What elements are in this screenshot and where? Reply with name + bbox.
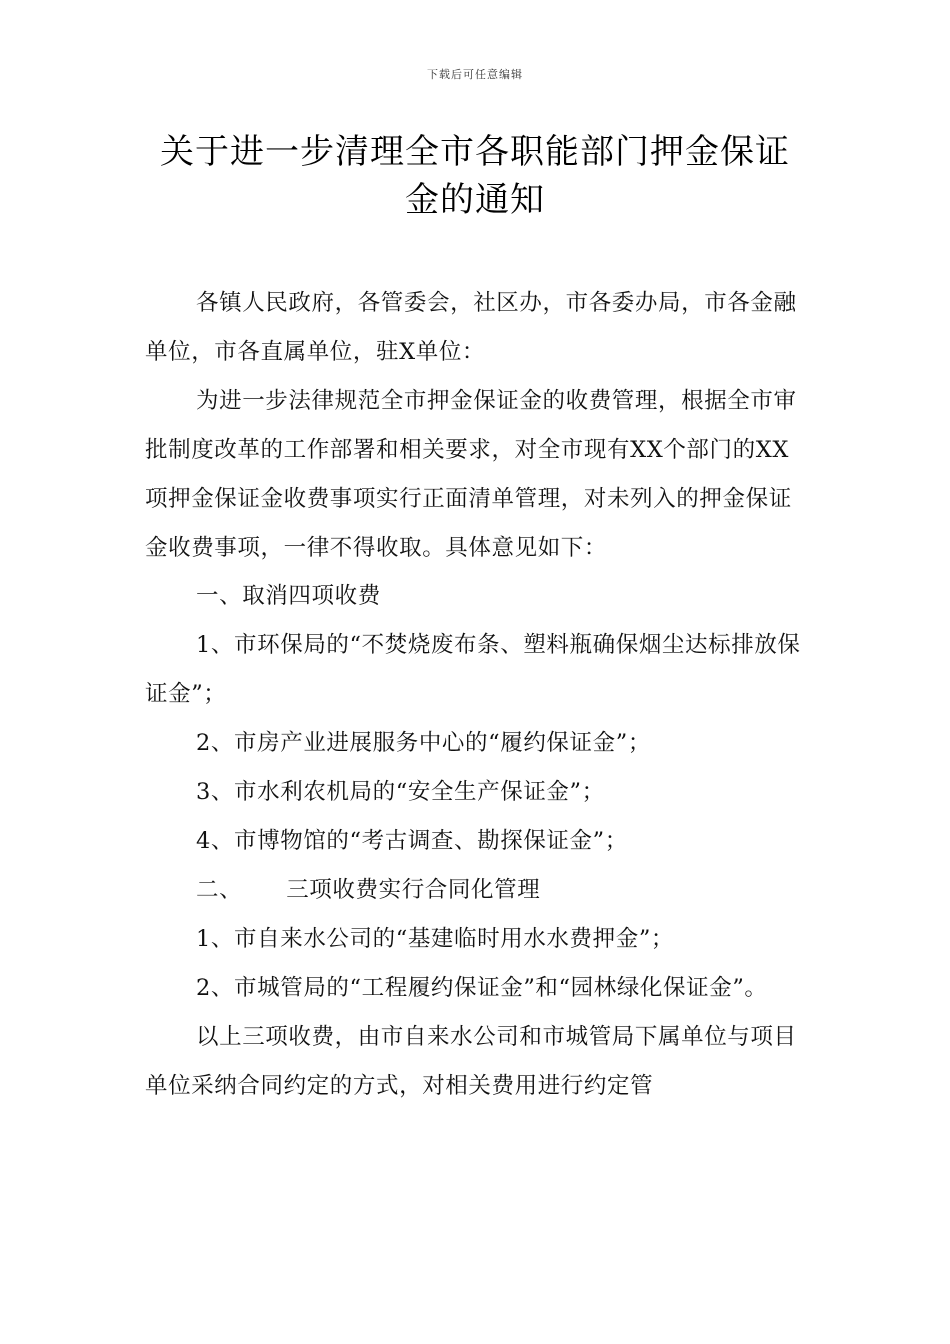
title-line-2: 金的通知 bbox=[405, 180, 545, 220]
section-2-item-1: 1、市自来水公司的“基建临时用水水费押金”； bbox=[196, 925, 675, 952]
section-1-item-2: 2、市房产业进展服务中心的“履约保证金”； bbox=[196, 730, 651, 757]
document-body bbox=[145, 279, 807, 1110]
section-1-heading: 一、取消四项收费 bbox=[196, 583, 381, 610]
section-2-heading-number: 二、 bbox=[196, 876, 243, 903]
section-1-item-3: 3、市水利农机局的“安全生产保证金”； bbox=[196, 779, 605, 806]
document-title bbox=[145, 128, 805, 224]
intro-paragraph: 为进一步法律规范全市押金保证金的收费管理，根据全市审批制度改革的工作部署和相关要求，对全市现有XX个部门的XX项押金保证金收费事项实行正面清单管理，对未列入的押金保证金收费事项，一律不得收取。具体意见如下： bbox=[145, 387, 797, 561]
salutation-paragraph: 各镇人民政府，各管委会，社区办，市各委办局，市各金融单位，市各直属单位，驻X单位： bbox=[145, 290, 797, 365]
section-2-heading-text: 三项收费实行合同化管理 bbox=[286, 876, 541, 903]
title-line-1: 关于进一步清理全市各职能部门押金保证 bbox=[160, 132, 790, 172]
section-2-heading bbox=[145, 866, 807, 915]
section-2-item-2: 2、市城管局的“工程履约保证金”和“园林绿化保证金”。 bbox=[196, 974, 768, 1001]
section-1-item-4: 4、市博物馆的“考古调查、勘探保证金”； bbox=[196, 827, 628, 854]
closing-paragraph: 以上三项收费，由市自来水公司和市城管局下属单位与项目单位采纳合同约定的方式，对相关费用进行约定管 bbox=[145, 1023, 797, 1099]
section-1-item-1: 1、市环保局的“不焚烧废布条、塑料瓶确保烟尘达标排放保证金”； bbox=[145, 632, 801, 708]
header-note: 下载后可任意编辑 bbox=[427, 68, 523, 81]
